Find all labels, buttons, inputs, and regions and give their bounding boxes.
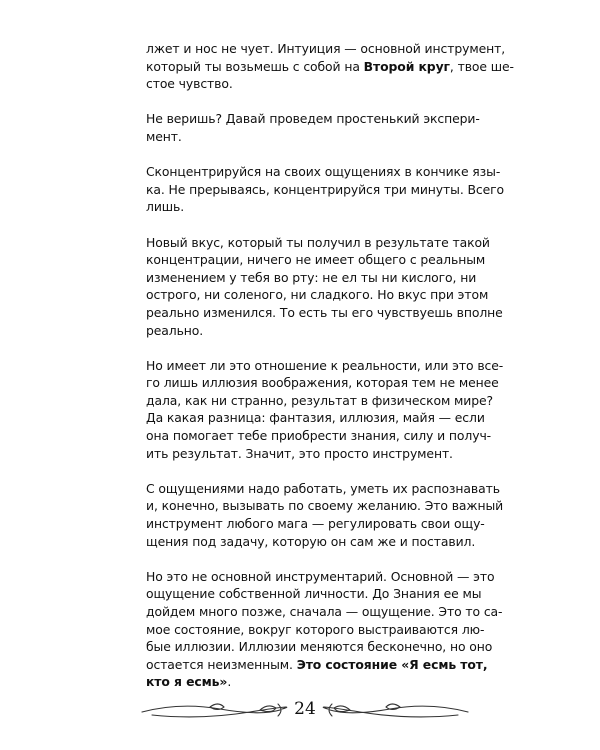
text-line: изменением у тебя во рту: не ел ты ни кислого, ни: [146, 269, 477, 285]
text-line: лишь.: [146, 199, 185, 215]
text-line: бые иллюзии. Иллюзии меняются бесконечно, но оно: [146, 639, 493, 655]
text-line: реально изменился. То есть ты его чувствуешь вполне: [146, 304, 503, 320]
page-number: 24: [294, 699, 316, 719]
text-line: кто я есмь».: [146, 674, 232, 690]
text-line: мое состояние, вокруг которого выстраиваются лю-: [146, 621, 485, 637]
bold-term: Второй круг: [363, 58, 450, 74]
paragraph: [146, 568, 503, 691]
paragraph: [146, 40, 514, 93]
paragraph: [146, 163, 505, 216]
text-line: концентрации, ничего не имеет общего с реальным: [146, 252, 486, 268]
text-line: Но это не основной инструментарий. Основной — это: [146, 568, 495, 584]
paragraph: [146, 357, 504, 463]
paragraph: [146, 110, 480, 145]
text-line: щения под задачу, которую он сам же и поставил.: [146, 533, 476, 549]
paragraph: [146, 480, 504, 550]
text-line: Новый вкус, который ты получил в результате такой: [146, 234, 490, 250]
text-line: она помогает тебе приобрести знания, силу и получ-: [146, 428, 492, 444]
page-footer: [140, 696, 470, 726]
text-line: ить результат. Значит, это просто инструмент.: [146, 445, 453, 461]
text-line: лжет и нос не чует. Интуиция — основной инструмент,: [146, 41, 506, 56]
text-line: Сконцентрируйся на своих ощущениях в кончике язы-: [146, 164, 501, 180]
text-line: и, конечно, вызывать по своему желанию. Это важный: [146, 498, 504, 514]
bold-phrase: Это состояние «Я есмь тот,: [296, 656, 488, 672]
bold-phrase: кто я есмь»: [146, 674, 228, 690]
text-line: острого, ни соленого, ни сладкого. Но вкус при этом: [146, 287, 489, 303]
text-line: С ощущениями надо работать, уметь их распознавать: [146, 480, 500, 496]
text-line: Но имеет ли это отношение к реальности, или это все-: [146, 357, 504, 373]
text-line: ощущение собственной личности. До Знания ее мы: [146, 586, 482, 602]
page-body-text: [146, 40, 514, 709]
text-line: ка. Не прерываясь, концентрируйся три минуты. Всего: [146, 181, 505, 197]
text-line: Да какая разница: фантазия, иллюзия, майя — если: [146, 410, 485, 426]
text-line: мент.: [146, 128, 182, 144]
text-line: стое чувство.: [146, 76, 233, 92]
text-line: реально.: [146, 322, 204, 338]
text-line: инструмент любого мага — регулировать свои ощу-: [146, 516, 485, 532]
text-line: дойдем много позже, сначала — ощущение. Это то са-: [146, 604, 503, 619]
text-line: го лишь иллюзия воображения, которая тем не менее: [146, 375, 499, 391]
text-line: дала, как ни странно, результат в физическом мире?: [146, 392, 493, 408]
text-line: который ты возьмешь с собой на Второй круг, твое ше-: [146, 58, 514, 74]
paragraph: [146, 234, 503, 340]
text-line: остается неизменным. Это состояние «Я есмь тот,: [146, 656, 488, 672]
text-line: Не веришь? Давай проведем простенький экспери-: [146, 111, 480, 127]
